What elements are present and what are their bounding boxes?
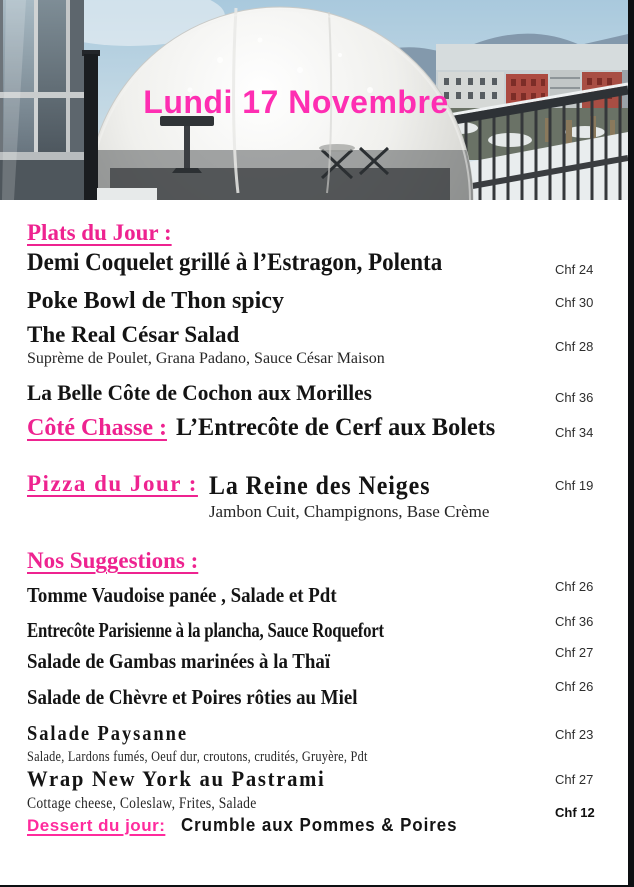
date-title: Lundi 17 Novembre	[143, 84, 449, 120]
item-name: Salade de Chèvre et Poires rôties au Miel	[27, 685, 358, 709]
item-name: L’Entrecôte de Cerf aux Bolets	[175, 414, 496, 441]
item-name: Tomme Vaudoise panée , Salade et Pdt	[27, 583, 337, 607]
section-heading-label: Plats du Jour :	[27, 220, 172, 245]
menu-item-tomme	[27, 579, 620, 608]
pizza-name-block	[209, 471, 489, 522]
item-price: Chf 19	[555, 478, 594, 493]
item-price: Chf 34	[555, 425, 594, 440]
menu-item-cote-chasse	[27, 414, 620, 442]
item-price: Chf 27	[555, 772, 594, 787]
item-price: Chf 27	[555, 645, 594, 660]
menu-item-pizza	[27, 471, 620, 522]
section-heading-label: Nos Suggestions :	[27, 548, 199, 573]
item-price: Chf 30	[555, 295, 594, 310]
item-price: Chf 26	[555, 579, 594, 594]
menu-item-entrecote-parisienne	[27, 614, 620, 643]
item-price: Chf 36	[555, 390, 594, 405]
section-heading-label: Pizza du Jour :	[27, 471, 198, 496]
section-heading-label: Dessert du jour:	[27, 816, 166, 835]
item-name: Crumble aux Pommes & Poires	[181, 815, 458, 835]
item-name: La Belle Côte de Cochon aux Morilles	[27, 380, 372, 405]
section-heading-label: Côté Chasse :	[27, 415, 167, 441]
item-name: Entrecôte Parisienne à la plancha, Sauce Roquefort	[27, 618, 384, 642]
item-name: Demi Coquelet grillé à l’Estragon, Polenta	[27, 249, 443, 276]
menu-item-salade-paysanne	[27, 722, 620, 765]
item-name: Salade de Gambas marinées à la Thaï	[27, 649, 331, 673]
section-heading-plats	[27, 220, 620, 246]
item-name: The Real César Salad	[27, 322, 240, 347]
item-name: Salade Paysanne	[27, 721, 188, 745]
item-price: Chf 23	[555, 727, 594, 742]
menu-item-dessert	[27, 805, 620, 836]
item-price: Chf 28	[555, 339, 594, 354]
item-description: Jambon Cuit, Champignons, Base Crème	[208, 502, 490, 522]
item-name: La Reine des Neiges	[208, 471, 431, 500]
menu-item-wrap-pastrami	[27, 767, 620, 812]
section-heading-suggestions	[27, 548, 620, 574]
item-price: Chf 26	[555, 679, 594, 694]
item-description: Cottage cheese, Coleslaw, Frites, Salade	[27, 794, 257, 812]
menu-item-chevre	[27, 679, 620, 710]
menu-body	[0, 200, 628, 887]
item-price: Chf 36	[555, 614, 594, 629]
hero-photo	[0, 0, 628, 200]
item-name: Poke Bowl de Thon spicy	[27, 288, 284, 314]
item-description: Suprème de Poulet, Grana Padano, Sauce César Maison	[27, 349, 385, 367]
item-price: Chf 12	[555, 805, 595, 820]
menu-item-poke-bowl	[27, 288, 620, 315]
item-description: Salade, Lardons fumés, Oeuf dur, croutons, crudités, Gruyère, Pdt	[27, 748, 368, 765]
menu-item-demi-coquelet	[27, 249, 620, 277]
menu-item-cote-cochon	[27, 381, 620, 406]
menu-item-gambas	[27, 645, 620, 674]
menu-item-cesar-salad	[27, 322, 620, 367]
item-price: Chf 24	[555, 262, 594, 277]
item-name: Wrap New York au Pastrami	[27, 766, 326, 791]
